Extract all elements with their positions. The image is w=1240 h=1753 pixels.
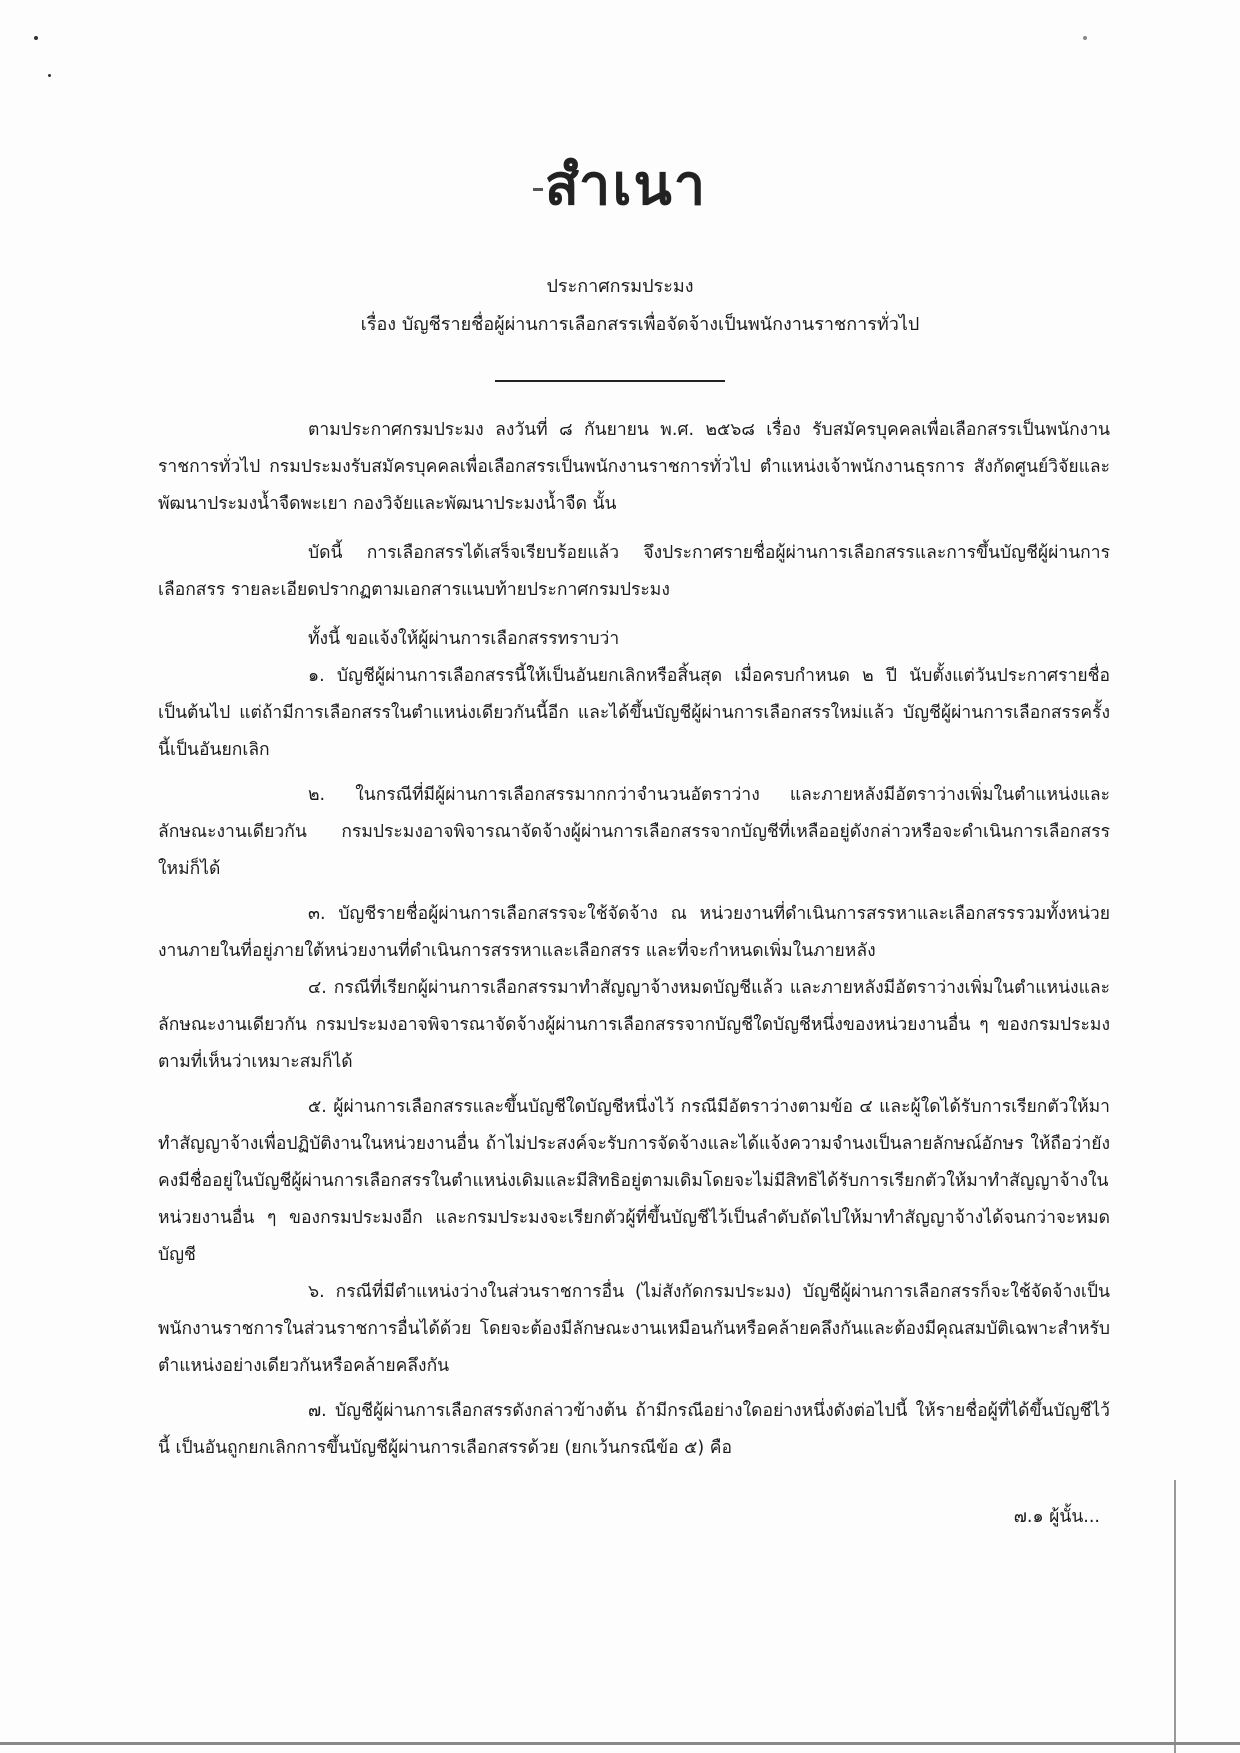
- clause-7: ๗. บัญชีผู้ผ่านการเลือกสรรดังกล่าวข้างต้น ถ้ามีกรณีอย่างใดอย่างหนึ่งดังต่อไปนี้ ให้รายชื่อผู้ที่ได้ขึ้นบัญชีไว้นี้ เป็นอันถูกยกเลิกการขึ้นบัญชีผู้ผ่านการเลือกสรรด้วย (ยกเว้นกรณีข้อ ๕) คือ: [158, 1401, 1110, 1458]
- clause-4: ๔. กรณีที่เรียกผู้ผ่านการเลือกสรรมาทำสัญญาจ้างหมดบัญชีแล้ว และภายหลังมีอัตราว่างเพิ่มในตำแหน่งและลักษณะงานเดียวกัน กรมประมงอาจพิจารณาจัดจ้างผู้ผ่านการเลือกสรรจากบัญชีใดบัญชีหนึ่งของหน่วยงานอื่น ๆ ของกรมประมง ตามที่เห็นว่าเหมาะสมก็ได้: [158, 978, 1110, 1072]
- scan-speck: [34, 36, 38, 40]
- announcement-subject: เรื่อง บัญชีรายชื่อผู้ผ่านการเลือกสรรเพื่อจัดจ้างเป็นพนักงานราชการทั่วไป: [360, 314, 920, 335]
- clause-3: ๓. บัญชีรายชื่อผู้ผ่านการเลือกสรรจะใช้จัดจ้าง ณ หน่วยงานที่ดำเนินการสรรหาและเลือกสรรรวมทั้งหน่วยงานภายในที่อยู่ภายใต้หน่วยงานที่ดำเนินการสรรหาและเลือกสรร และที่จะกำหนดเพิ่มในภายหลัง: [158, 904, 1110, 961]
- announcement-heading: [0, 268, 1240, 344]
- paragraph-notice: ทั้งนี้ ขอแจ้งให้ผู้ผ่านการเลือกสรรทราบว่า: [308, 629, 620, 649]
- page-continuation: ๗.๑ ผู้นั้น...: [1013, 1507, 1100, 1527]
- paragraph-intro: ตามประกาศกรมประมง ลงวันที่ ๘ กันยายน พ.ศ. ๒๕๖๘ เรื่อง รับสมัครบุคคลเพื่อเลือกสรรเป็นพนักงานราชการทั่วไป กรมประมงรับสมัครบุคคลเพื่อเลือกสรรเป็นพนักงานราชการทั่วไป ตำแหน่งเจ้าพนักงานธุรการ สังกัดศูนย์วิจัยและพัฒนาประมงน้ำจืดพะเยา กองวิจัยและพัฒนาประมงน้ำจืด นั้น: [158, 420, 1110, 514]
- scan-speck: [48, 74, 51, 77]
- copy-stamp: [0, 140, 1240, 229]
- scan-edge-line: [0, 1742, 1240, 1745]
- clause-2: ๒. ในกรณีที่มีผู้ผ่านการเลือกสรรมากกว่าจำนวนอัตราว่าง และภายหลังมีอัตราว่างเพิ่มในตำแหน่งและลักษณะงานเดียวกัน กรมประมงอาจพิจารณาจัดจ้างผู้ผ่านการเลือกสรรจากบัญชีที่เหลืออยู่ดังกล่าวหรือจะดำเนินการเลือกสรรใหม่ก็ได้: [158, 785, 1110, 879]
- clause-6: ๖. กรณีที่มีตำแหน่งว่างในส่วนราชการอื่น (ไม่สังกัดกรมประมง) บัญชีผู้ผ่านการเลือกสรรก็จะใช้จัดจ้างเป็นพนักงานราชการในส่วนราชการอื่นได้ด้วย โดยจะต้องมีลักษณะงานเหมือนกันหรือคล้ายคลึงกันและต้องมีคุณสมบัติเฉพาะสำหรับตำแหน่งอย่างเดียวกันหรือคล้ายคลึงกัน: [158, 1282, 1110, 1376]
- paragraph-announce: บัดนี้ การเลือกสรรได้เสร็จเรียบร้อยแล้ว จึงประกาศรายชื่อผู้ผ่านการเลือกสรรและการขึ้นบัญชีผู้ผ่านการเลือกสรร รายละเอียดปรากฏตามเอกสารแนบท้ายประกาศกรมประมง: [158, 543, 1110, 600]
- scan-edge-line: [1174, 1480, 1176, 1753]
- clause-1: ๑. บัญชีผู้ผ่านการเลือกสรรนี้ให้เป็นอันยกเลิกหรือสิ้นสุด เมื่อครบกำหนด ๒ ปี นับตั้งแต่วันประกาศรายชื่อเป็นต้นไป แต่ถ้ามีการเลือกสรรในตำแหน่งเดียวกันนี้อีก และได้ขึ้นบัญชีผู้ผ่านการเลือกสรรใหม่แล้ว บัญชีผู้ผ่านการเลือกสรรครั้งนี้เป็นอันยกเลิก: [158, 666, 1110, 760]
- scan-speck: [1083, 36, 1087, 40]
- agency-title: ประกาศกรมประมง: [546, 276, 694, 297]
- stamp-text: สำเนา: [544, 152, 708, 218]
- announcement-body: [158, 412, 1110, 1467]
- heading-divider: [495, 380, 725, 382]
- clause-5: ๕. ผู้ผ่านการเลือกสรรและขึ้นบัญชีใดบัญชีหนึ่งไว้ กรณีมีอัตราว่างตามข้อ ๔ และผู้ใดได้รับการเรียกตัวให้มาทำสัญญาจ้างเพื่อปฏิบัติงานในหน่วยงานอื่น ถ้าไม่ประสงค์จะรับการจัดจ้างและได้แจ้งความจำนงเป็นลายลักษณ์อักษร ให้ถือว่ายังคงมีชื่ออยู่ในบัญชีผู้ผ่านการเลือกสรรในตำแหน่งเดิมและมีสิทธิอยู่ตามเดิมโดยจะไม่มีสิทธิได้รับการเรียกตัวให้มาทำสัญญาจ้างในหน่วยงานอื่น ๆ ของกรมประมงอีก และกรมประมงจะเรียกตัวผู้ที่ขึ้นบัญชีไว้เป็นลำดับถัดไปให้มาทำสัญญาจ้างได้จนกว่าจะหมดบัญชี: [158, 1097, 1110, 1265]
- stamp-dash: [533, 188, 543, 191]
